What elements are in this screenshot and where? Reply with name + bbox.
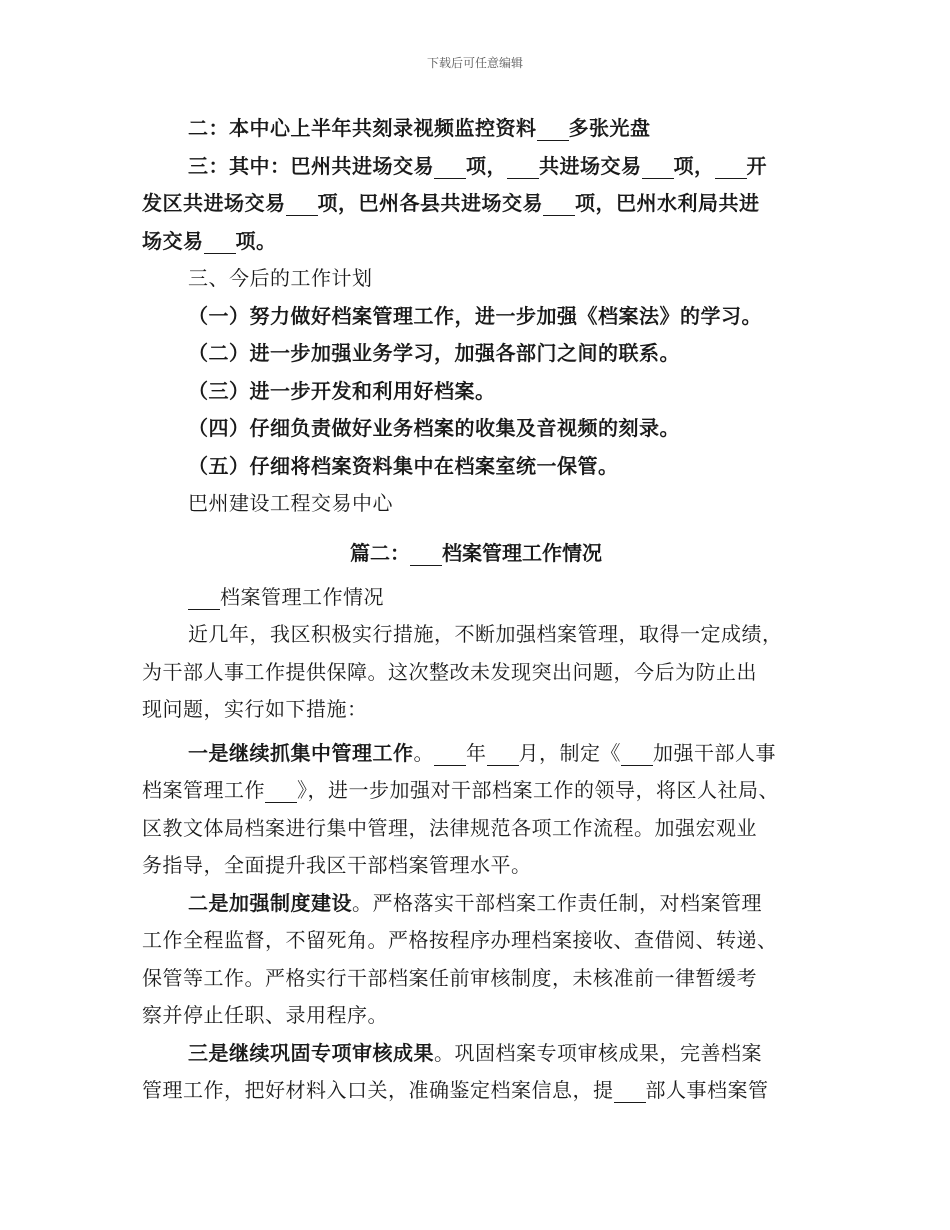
page-header: 下载后可任意编辑: [426, 56, 523, 70]
paragraph-transactions-line1: 三：其中：巴州共进场交易 项， 共进场交易 项， 开: [188, 153, 767, 178]
measure-heading: 二是加强制度建设: [188, 890, 352, 915]
plan-item: （一）努力做好档案管理工作，进一步加强《档案法》的学习。: [188, 303, 762, 328]
blank-line: [543, 195, 575, 216]
plan-item: （三）进一步开发和利用好档案。: [188, 378, 496, 403]
measure-one-line4: 务指导，全面提升我区干部档案管理水平。: [142, 853, 532, 877]
measure-heading: 三是继续巩固专项审核成果: [188, 1040, 434, 1065]
measure-two-line4: 察并停止任职、录用程序。: [142, 1003, 388, 1027]
blank-line: [507, 158, 539, 179]
measure-one-line2: 档案管理工作 》，进一步加强对干部档案工作的领导，将区人社局、: [142, 778, 779, 802]
intro-line: 为干部人事工作提供保障。这次整改未发现突出问题，今后为防止出: [142, 659, 757, 684]
section-title: 篇二： 档案管理工作情况: [350, 540, 602, 565]
measure-three-line2: 管理工作，把好材料入口关，准确鉴定档案信息，提 部人事档案管: [142, 1078, 769, 1102]
measure-heading: 一是继续抓集中管理工作: [188, 740, 414, 765]
plan-heading: 三、今后的工作计划: [188, 266, 373, 290]
measure-one-line3: 区教文体局档案进行集中管理，法律规范各项工作流程。加强宏观业: [142, 815, 757, 840]
blank-line: [410, 545, 442, 566]
measure-two-line2: 工作全程监督，不留死角。严格按程序办理档案接收、查借阅、转递、: [142, 928, 778, 952]
document-body: [142, 110, 810, 1110]
blank-line: [286, 195, 318, 216]
section-subtitle: 档案管理工作情况: [142, 579, 810, 617]
blank-line: [642, 158, 674, 179]
plan-item: （四）仔细负责做好业务档案的收集及音视频的刻录。: [188, 416, 680, 440]
measure-two-line3: 保管等工作。严格实行干部档案任前审核制度，未核准前一律暂缓考: [142, 965, 757, 990]
blank-line: [434, 158, 466, 179]
blank-line: [621, 745, 653, 766]
signature: 巴州建设工程交易中心: [188, 491, 393, 515]
measure-three-line1: 三是继续巩固专项审核成果。巩固档案专项审核成果，完善档案: [188, 1040, 762, 1065]
intro-line: 现问题，实行如下措施：: [142, 697, 368, 721]
plan-item: （五）仔细将档案资料集中在档案室统一保管。: [188, 453, 619, 478]
paragraph-burn-count: 二：本中心上半年共刻录视频监控资料 多张光盘: [188, 116, 651, 140]
measure-two-line1: 二是加强制度建设。严格落实干部档案工作责任制，对档案管理: [188, 890, 762, 915]
blank-line: [614, 1082, 646, 1103]
blank-line: [434, 745, 466, 766]
blank-line: [487, 745, 519, 766]
blank-line: [188, 589, 220, 610]
measure-one-line1: 一是继续抓集中管理工作。 年 月，制定《 加强干部人事: [188, 740, 776, 765]
blank-line: [204, 233, 236, 254]
blank-line: [265, 782, 297, 803]
paragraph-transactions-line3: 场交易 项。: [142, 228, 277, 253]
blank-line: [715, 158, 747, 179]
blank-line: [537, 120, 569, 141]
intro-line: 近几年，我区积极实行措施，不断加强档案管理，取得一定成绩，: [188, 622, 783, 646]
paragraph-transactions-line2: 发区共进场交易 项，巴州各县共进场交易 项，巴州水利局共进: [142, 191, 760, 215]
plan-item: （二）进一步加强业务学习，加强各部门之间的联系。: [188, 341, 680, 365]
